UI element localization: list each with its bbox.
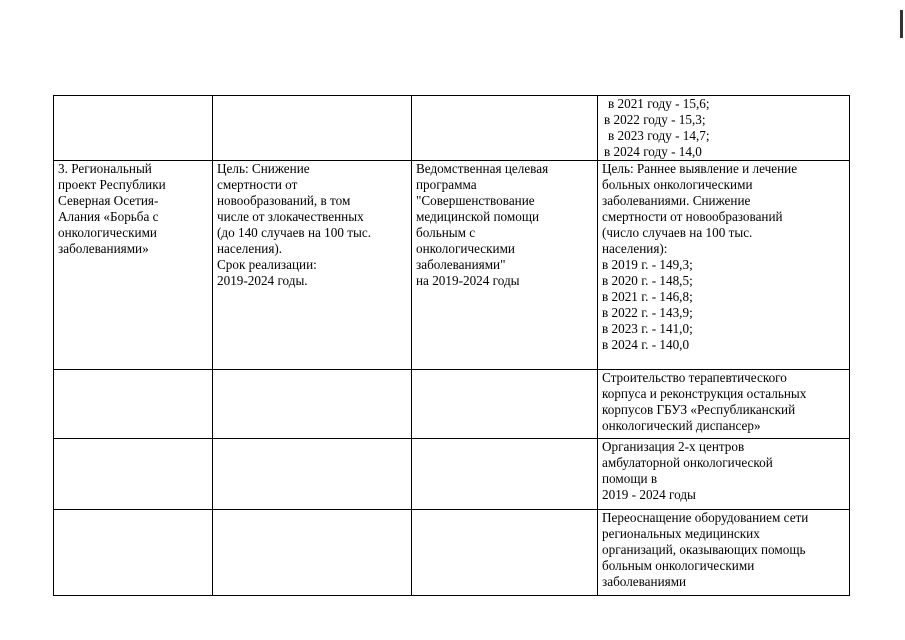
table-row (54, 439, 850, 510)
scan-edge-mark (900, 10, 903, 38)
activity-cell: Организация 2-х центров амбулаторной онкологической помощи в 2019 - 2024 годы (598, 439, 850, 510)
table-cell-empty (213, 370, 412, 439)
table-row (54, 370, 850, 439)
table-cell-empty (213, 439, 412, 510)
table-cell-empty (213, 510, 412, 596)
table-cell-empty (54, 439, 213, 510)
table-cell-empty (213, 96, 412, 161)
program-table (53, 95, 850, 596)
activity-cell: Строительство терапевтического корпуса и реконструкция остальных корпусов ГБУЗ «Республиканский онкологический диспансер» (598, 370, 850, 439)
activity-cell: Переоснащение оборудованием сети региональных медицинских организаций, оказывающих помощь больным онкологическими заболеваниями (598, 510, 850, 596)
table-cell-empty (54, 370, 213, 439)
table-row (54, 96, 850, 161)
project-name-cell: 3. Региональный проект Республики Северная Осетия- Алания «Борьба с онкологическими заболеваниями» (54, 161, 213, 370)
table-row (54, 161, 850, 370)
table-cell-values (598, 96, 850, 161)
value-line: в 2021 году - 15,6; (608, 96, 710, 111)
value-line: в 2023 году - 14,7; (608, 128, 710, 143)
table-cell-empty (412, 96, 598, 161)
table-cell-empty (412, 370, 598, 439)
table-cell-empty (412, 510, 598, 596)
program-cell: Ведомственная целевая программа "Совершенствование медицинской помощи больным с онкологическими заболеваниями" на 2019-2024 годы (412, 161, 598, 370)
value-line: в 2024 году - 14,0 (604, 144, 702, 159)
value-line: в 2022 году - 15,3; (604, 112, 706, 127)
table-cell-empty (412, 439, 598, 510)
goal-cell: Цель: Снижение смертности от новообразований, в том числе от злокачественных (до 140 случаев на 100 тыс. населения). Срок реализации: 2019-2024 годы. (213, 161, 412, 370)
indicator-cell: Цель: Раннее выявление и лечение больных онкологическими заболеваниями. Снижение смертности от новообразований (число случаев на 100 тыс. населения): в 2019 г. - 149,3; в 2020 г. - 148,5; в 2021 г. - 146,8; в 2022 г. - 143,9; в 2023 г. - 141,0; в 2024 г. - 140,0 (598, 161, 850, 370)
table-cell-empty (54, 510, 213, 596)
table-row (54, 510, 850, 596)
table-cell-empty (54, 96, 213, 161)
